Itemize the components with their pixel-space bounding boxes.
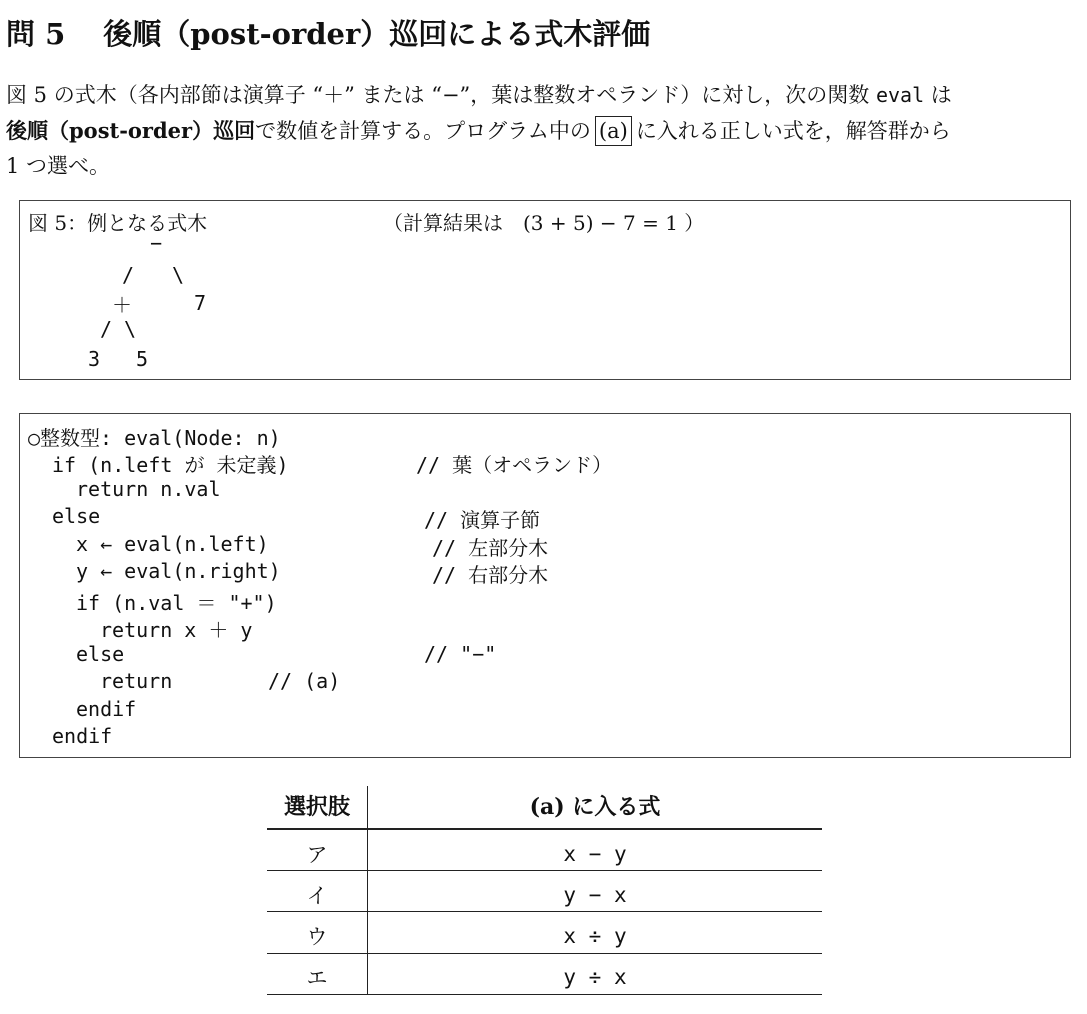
- row-rule: [267, 911, 822, 912]
- header-rule: [267, 828, 822, 830]
- tree-leaf-3: 3: [88, 347, 101, 371]
- code-line-endif-inner: endif: [76, 697, 137, 721]
- choice-expr-e[interactable]: y ÷ x: [563, 965, 627, 989]
- tree-node-plus: ＋: [112, 293, 132, 317]
- code-line-return-blank: return: [100, 669, 173, 693]
- choice-label-u[interactable]: ウ: [306, 925, 328, 949]
- header-expression: (a) に入る式: [529, 794, 661, 820]
- code-line-return-sum: return x ＋ y: [100, 618, 253, 642]
- body-text: に入れる正しい式を，解答群から: [635, 119, 951, 143]
- row-rule: [267, 870, 822, 871]
- body-line-2: [6, 113, 1086, 149]
- code-line-x-assign: x ← eval(n.left): [76, 532, 269, 556]
- body-text: は: [924, 83, 952, 107]
- comment-leaf: // 葉（オペランド）: [416, 453, 613, 477]
- tree-leaf-7: 7: [194, 291, 207, 315]
- question-number: 問 5: [6, 17, 66, 51]
- body-line-1: [6, 78, 1086, 113]
- code-line-y-assign: y ← eval(n.right): [76, 559, 281, 583]
- code-line-return-val: return n.val: [76, 477, 221, 501]
- blank-a-box: (a): [595, 116, 632, 146]
- choice-label-e[interactable]: エ: [306, 966, 328, 990]
- comment-left-subtree: // 左部分木: [432, 536, 549, 560]
- choice-label-a[interactable]: ア: [306, 843, 328, 867]
- question-heading: 後順（post-order）巡回による式木評価: [103, 17, 651, 51]
- body-emphasis: 後順（post-order）巡回: [6, 118, 256, 143]
- question-title: [6, 12, 650, 53]
- pseudocode-box: [19, 413, 1071, 758]
- code-line-endif-outer: endif: [52, 724, 113, 748]
- figure-caption: 図 5：例となる式木: [28, 211, 208, 235]
- row-rule: [267, 953, 822, 954]
- tree-branch-sub-left: /: [100, 317, 113, 341]
- tree-leaf-5: 5: [136, 347, 149, 371]
- tree-root-minus: −: [150, 231, 163, 255]
- body-text: 図 5 の式木（各内部節は演算子 “＋” または “−”，葉は整数オペランド）に対し，次の関数: [6, 83, 876, 107]
- answer-choices-table: [267, 786, 822, 996]
- body-text: 1 つ選べ。: [6, 154, 111, 178]
- choice-expr-i[interactable]: y − x: [563, 883, 627, 907]
- tree-branch-right: \: [172, 263, 185, 287]
- code-line-else-inner: else: [76, 642, 125, 666]
- comment-minus: // "−": [424, 642, 497, 666]
- comment-blank-a: // (a): [268, 669, 341, 693]
- choice-label-i[interactable]: イ: [306, 884, 328, 908]
- choice-expr-a[interactable]: x − y: [563, 842, 627, 866]
- code-line-signature: ○整数型: eval(Node: n): [28, 426, 281, 450]
- body-line-3: [6, 149, 1086, 184]
- table-bottom-rule: [267, 994, 822, 995]
- comment-operator-node: // 演算子節: [424, 508, 541, 532]
- comment-right-subtree: // 右部分木: [432, 563, 549, 587]
- code-line-if-plus: if (n.val ＝ "+"): [76, 591, 277, 615]
- figure-5-box: [19, 200, 1071, 380]
- function-name: eval: [875, 83, 925, 107]
- body-text: で数値を計算する。プログラム中の: [255, 119, 591, 143]
- choice-expr-u[interactable]: x ÷ y: [563, 924, 627, 948]
- figure-result-note: （計算結果は (3 + 5) − 7 = 1 ）: [383, 211, 705, 235]
- header-choice: 選択肢: [283, 794, 350, 820]
- tree-branch-sub-right: \: [124, 317, 137, 341]
- code-line-else: else: [52, 504, 101, 528]
- code-line-if-leaf: if (n.left が 未定義): [52, 453, 289, 477]
- question-body: [6, 78, 1086, 184]
- tree-branch-left: /: [122, 263, 135, 287]
